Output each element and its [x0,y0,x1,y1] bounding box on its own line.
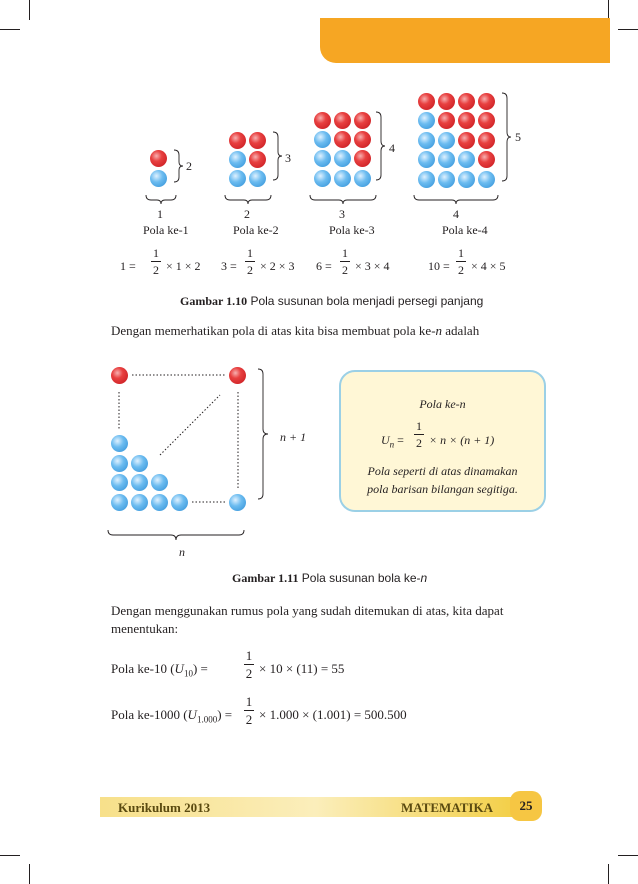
example-2-prefix [111,708,232,725]
side-label-3: 4 [389,141,395,155]
fraction-denominator: 2 [342,263,348,277]
fraction-numerator: 1 [416,419,422,433]
side-label-2: 3 [285,151,291,165]
fraction-bar [414,434,424,435]
dotted-guides [0,350,340,570]
figure-caption-1-10 [180,295,483,307]
paragraph-line-2: menentukan: [111,621,179,636]
paragraph-text: Dengan memerhatikan pola di atas kita bisa membuat pola ke- [111,323,436,338]
formula-subscript: n [389,439,395,450]
bottom-label-4: 4 [453,207,459,221]
paragraph-intro [111,324,479,337]
fraction-bar [244,664,254,665]
fraction-bar [151,261,161,262]
side-label-n-plus-1: n + 1 [280,430,307,444]
page-number: 25 [510,791,542,821]
caption-number: Gambar 1.11 [232,571,299,585]
bottom-label-3: 3 [339,207,345,221]
figure-caption-1-11 [232,572,427,584]
info-box-title: Pola ke-n [419,397,466,411]
fraction-denominator: 2 [245,666,253,681]
info-box-formula [381,420,541,456]
pattern-label-3: Pola ke-3 [329,223,375,237]
equation-1-fraction [151,247,161,276]
crop-mark [29,864,30,884]
equation-2-right: × 2 × 3 [260,259,295,273]
fraction-bar [340,261,350,262]
caption-variable: n [420,571,428,585]
example-1-fraction [244,649,254,680]
example-subscript: 10 [183,668,193,679]
info-box [339,370,546,512]
crop-mark [608,864,609,884]
footer-curriculum: Kurikulum 2013 [118,800,211,815]
info-box-note-line2: pola barisan bilangan segitiga. [367,482,518,496]
paragraph-line-1: Dengan menggunakan rumus pola yang sudah ditemukan di atas, kita dapat [111,603,504,618]
equation-1-right: × 1 × 2 [166,259,201,273]
crop-mark [618,855,638,856]
formula-variable: U [381,433,390,447]
example-variable: U [187,707,197,722]
fraction-denominator: 2 [153,263,159,277]
formula-left [381,433,404,449]
example-prefix: Pola ke-1000 ( [111,707,188,722]
example-2-rest: × 1.000 × (1.001) = 500.500 [259,707,407,722]
paragraph-variable: n [435,323,443,338]
fraction-denominator: 2 [245,712,253,727]
formula-fraction [414,420,424,449]
fraction-numerator: 1 [247,246,253,260]
fraction-denominator: 2 [416,436,422,450]
paragraph-text-end: adalah [442,323,480,338]
bottom-label-1: 1 [157,207,163,221]
fraction-denominator: 2 [458,263,464,277]
caption-text: Pola susunan bola ke- [298,571,421,585]
fraction-denominator: 2 [247,263,253,277]
example-suffix: ) = [192,661,208,676]
info-box-note-line1: Pola seperti di atas dinamakan [367,464,518,478]
formula-right: × n × (n + 1) [429,433,495,447]
fraction-numerator: 1 [342,246,348,260]
equation-3-fraction [340,247,350,276]
equation-2-fraction [245,247,255,276]
fraction-numerator: 1 [153,246,159,260]
side-label-1: 2 [186,159,192,173]
pattern-label-4: Pola ke-4 [442,223,488,237]
formula-equals: = [394,433,404,447]
bottom-label-n: n [179,545,185,559]
fraction-bar [456,261,466,262]
equation-1-left: 1 = [120,259,136,273]
footer-subject: MATEMATIKA [401,800,493,815]
fraction-numerator: 1 [245,648,253,663]
bottom-label-2: 2 [244,207,250,221]
example-1-rest: × 10 × (11) = 55 [259,661,345,676]
crop-mark [0,855,20,856]
example-prefix: Pola ke-10 ( [111,661,175,676]
equation-3-right: × 3 × 4 [355,259,390,273]
equation-4-fraction [456,247,466,276]
example-subscript: 1.000 [196,714,218,725]
fraction-bar [245,261,255,262]
fraction-numerator: 1 [245,694,253,709]
example-variable: U [174,661,184,676]
side-label-4: 5 [515,130,521,144]
brace-lines [0,0,638,300]
caption-text: Pola susunan bola menjadi persegi panjang [247,294,484,308]
equation-2-left: 3 = [221,259,237,273]
example-1-prefix [111,662,208,679]
example-suffix: ) = [217,707,233,722]
caption-number: Gambar 1.10 [180,294,248,308]
fraction-numerator: 1 [458,246,464,260]
equation-3-left: 6 = [316,259,332,273]
pattern-label-1: Pola ke-1 [143,223,189,237]
example-2-fraction [244,695,254,726]
equation-4-left: 10 = [428,259,450,273]
equation-4-right: × 4 × 5 [471,259,506,273]
pattern-label-2: Pola ke-2 [233,223,279,237]
fraction-bar [244,710,254,711]
